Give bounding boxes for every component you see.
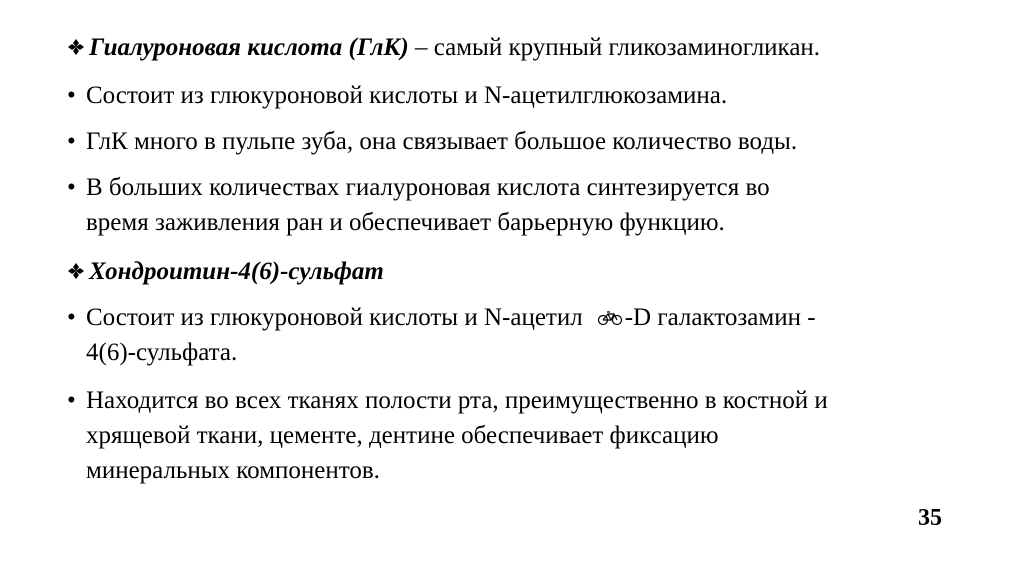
- bullet-item-location-line3: минеральных компонентов.: [86, 457, 380, 484]
- bullet-item-wound-healing-line2: время заживления ран и обеспечивает барьерную функцию.: [86, 209, 725, 236]
- page-number: 35: [918, 505, 942, 531]
- bicycle-icon: [597, 310, 623, 326]
- bullet-item-location-line1: Находится во всех тканях полости рта, преимущественно в костной и: [86, 387, 828, 414]
- bullet-item-pulp: ГлК много в пульпе зуба, она связывает большое количество воды.: [86, 128, 798, 155]
- bullet-item-location-line2: хрящевой ткани, цементе, дентине обеспечивает фиксацию: [86, 422, 719, 449]
- bullet-dot: •: [67, 304, 76, 331]
- bullet-item-wound-healing-line1: В больших количествах гиалуроновая кислота синтезируется во: [86, 174, 770, 201]
- bullet-dot: •: [67, 128, 76, 155]
- hyaluronic-acid-term: Гиалуроновая кислота (ГлК): [89, 34, 409, 61]
- chondroitin-heading: [89, 257, 384, 287]
- bullet-item-chondroitin-composition-line1: Состоит из глюкуроновой кислоты и N-ацетил -D галактозамин -: [86, 304, 816, 331]
- bullet-dot: •: [67, 174, 76, 201]
- bullet-item-chondroitin-composition-line2: 4(6)-сульфата.: [86, 339, 238, 366]
- diamond-bullet-icon: [67, 38, 85, 56]
- bullet-dot: •: [67, 82, 76, 109]
- hyaluronic-acid-heading: [89, 33, 820, 63]
- hyaluronic-acid-description: – самый крупный гликозаминогликан.: [408, 34, 821, 61]
- bullet-item-composition: Состоит из глюкуроновой кислоты и N-ацетилглюкозамина.: [86, 82, 728, 109]
- diamond-bullet-icon: [67, 262, 85, 280]
- bullet-dot: •: [67, 387, 76, 414]
- chondroitin-term: Хондроитин-4(6)-сульфат: [89, 258, 384, 285]
